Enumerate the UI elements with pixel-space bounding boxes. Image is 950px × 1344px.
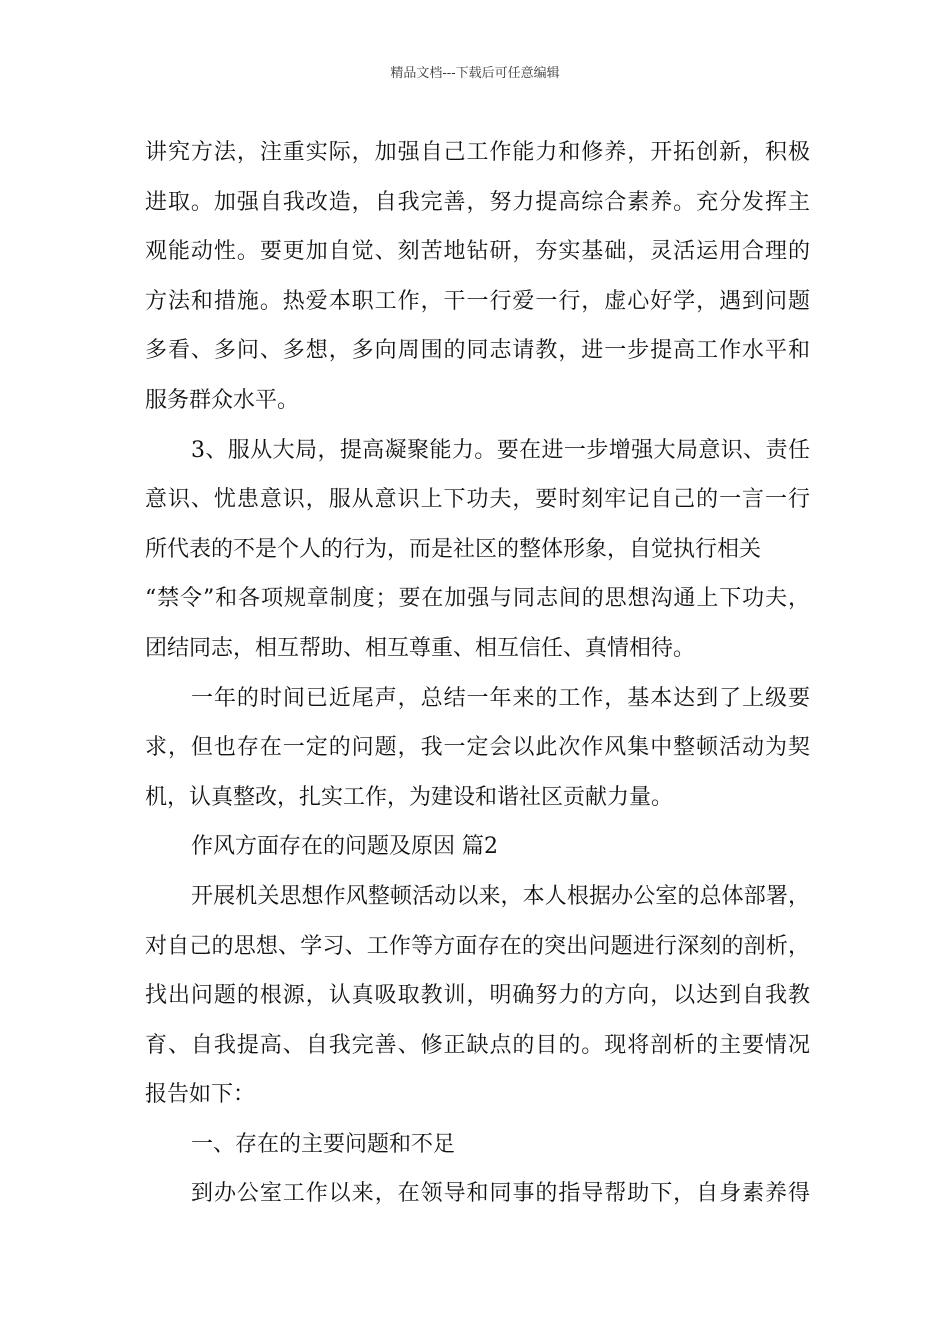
text-line: 观能动性。要更加自觉、刻苦地钻研，夯实基础，灵活运用合理的	[145, 239, 810, 265]
text-line: 一年的时间已近尾声，总结一年来的工作，基本达到了上级要	[191, 685, 810, 711]
text-line: 方法和措施。热爱本职工作，干一行爱一行，虚心好学，遇到问题	[145, 288, 810, 314]
text-line: 作风方面存在的问题及原因 篇2	[191, 834, 498, 860]
text-line: 机，认真整改，扎实工作，为建设和谐社区贡献力量。	[145, 784, 674, 810]
document-body	[145, 128, 810, 1219]
text-line: 找出问题的根源，认真吸取教训，明确努力的方向，以达到自我教	[145, 983, 810, 1009]
text-line: 求，但也存在一定的问题，我一定会以此次作风集中整顿活动为契	[145, 735, 810, 761]
page-header: 精品文档---下载后可任意编辑	[390, 66, 560, 81]
text-line: 3、服从大局，提高凝聚能力。要在进一步增强大局意识、责任	[191, 437, 810, 463]
text-line: 进取。加强自我改造，自我完善，努力提高综合素养。充分发挥主	[145, 189, 810, 215]
text-line: 一、存在的主要问题和不足	[191, 1131, 456, 1157]
text-line: 所代表的不是个人的行为，而是社区的整体形象，自觉执行相关	[145, 536, 762, 562]
text-line: 开展机关思想作风整顿活动以来，本人根据办公室的总体部署，	[191, 883, 810, 909]
text-line: 多看、多问、多想，多向周围的同志请教，进一步提高工作水平和	[145, 338, 810, 364]
text-line: 讲究方法，注重实际，加强自己工作能力和修养，开拓创新，积极	[145, 140, 810, 165]
text-line: 育、自我提高、自我完善、修正缺点的目的。现将剖析的主要情况	[145, 1032, 810, 1058]
text-line: 服务群众水平。	[145, 387, 300, 413]
text-line: 对自己的思想、学习、工作等方面存在的突出问题进行深刻的剖析，	[145, 933, 810, 959]
text-line: “禁令”和各项规章制度；要在加强与同志间的思想沟通上下功夫，	[145, 586, 810, 612]
text-line: 团结同志，相互帮助、相互尊重、相互信任、真情相待。	[145, 635, 696, 661]
text-line: 报告如下：	[145, 1082, 256, 1108]
text-line: 意识、忧患意识，服从意识上下功夫，要时刻牢记自己的一言一行	[145, 487, 810, 513]
text-line: 到办公室工作以来，在领导和同事的指导帮助下，自身素养得	[191, 1181, 810, 1207]
